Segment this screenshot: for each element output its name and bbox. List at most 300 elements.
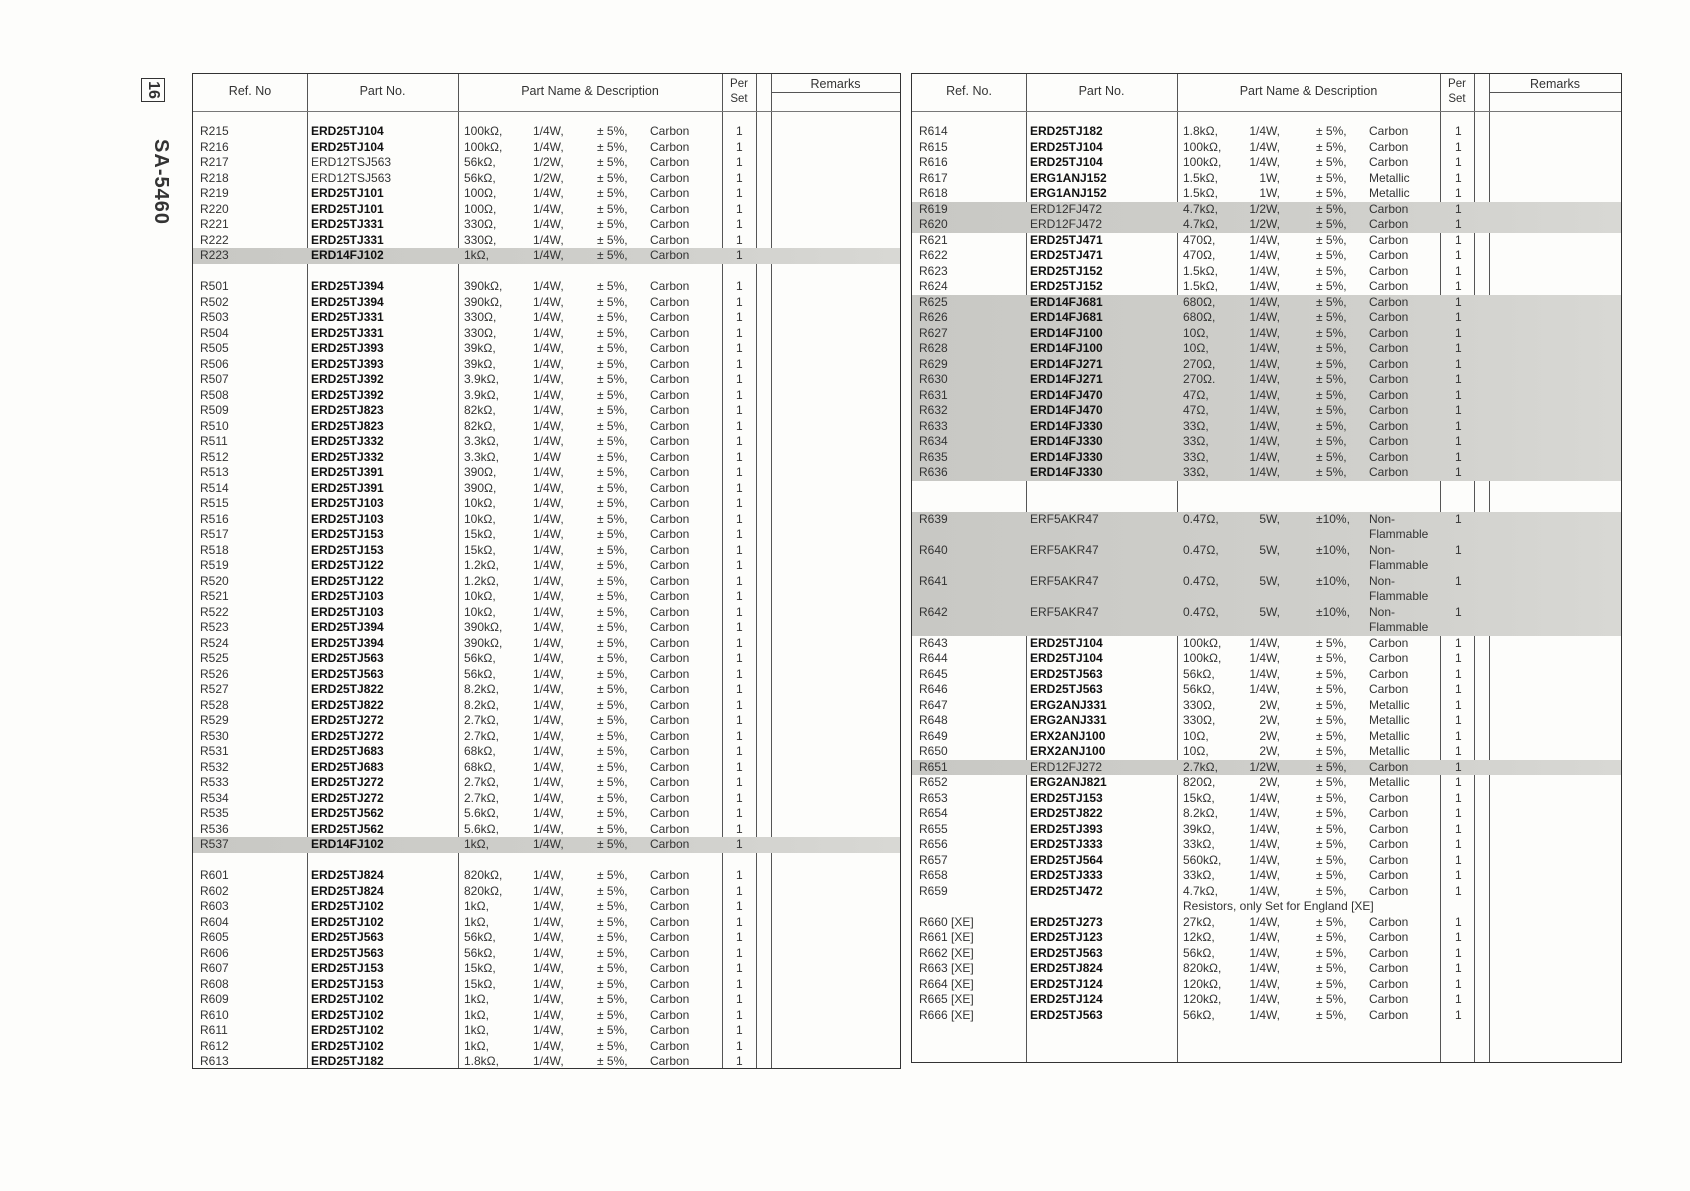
table-row [912, 388, 1621, 404]
table-row [193, 434, 900, 450]
wattage: 1/4W, [1249, 124, 1280, 138]
material: Carbon [1369, 868, 1409, 882]
part-no: ERD12FJ472 [1030, 217, 1103, 231]
quantity: 1 [736, 387, 743, 402]
material: Carbon [1369, 325, 1409, 340]
table-row [912, 326, 1621, 342]
ref-no: R537 [200, 837, 229, 851]
part-no: ERD12FJ272 [1030, 759, 1103, 774]
quantity: 1 [736, 201, 743, 216]
table-row [193, 1039, 900, 1055]
tolerance: ± 5%, [597, 806, 628, 820]
part-no: ERD25TJ104 [1030, 139, 1103, 154]
wattage: 1/4W, [533, 759, 564, 774]
tolerance: ± 5%, [597, 976, 628, 991]
table-row [912, 977, 1621, 993]
part-no: ERD14FJ330 [1030, 434, 1103, 448]
ref-no: R516 [200, 511, 229, 526]
quantity: 1 [736, 914, 743, 929]
table-row [912, 822, 1621, 838]
wattage: 1/4W, [1249, 248, 1280, 262]
quantity: 1 [1455, 666, 1462, 681]
ref-no: R640 [919, 542, 948, 557]
part-no: ERD14FJ330 [1030, 449, 1103, 464]
resistance-value: 4.7kΩ, [1183, 883, 1218, 898]
table-row [912, 713, 1621, 729]
wattage: 1/4W, [1249, 883, 1280, 898]
wattage: 1/2W, [1249, 217, 1280, 231]
tolerance: ± 5%, [597, 325, 628, 340]
quantity: 1 [1455, 945, 1462, 960]
quantity: 1 [1455, 868, 1462, 882]
ref-no: R220 [200, 201, 229, 216]
table-row [193, 868, 900, 884]
part-no: ERD25TJ563 [1030, 666, 1103, 681]
quantity: 1 [736, 992, 743, 1006]
tolerance: ± 5%, [597, 248, 628, 262]
tolerance: ± 5%, [1316, 666, 1347, 681]
part-no: ERD14FJ271 [1030, 356, 1103, 371]
material: Carbon [650, 759, 690, 774]
tolerance: ±10%, [1316, 542, 1350, 557]
ref-no: R660 [XE] [919, 914, 974, 929]
ref-no: R624 [919, 279, 948, 293]
tolerance: ± 5%, [1316, 465, 1347, 479]
quantity: 1 [1455, 186, 1462, 200]
ref-no: R223 [200, 248, 229, 262]
wattage: 1/4W, [533, 790, 564, 805]
material: Carbon [650, 604, 690, 619]
table-row [193, 589, 900, 605]
table-row [193, 558, 900, 574]
quantity: 1 [1455, 682, 1462, 696]
resistance-value: 1kΩ, [464, 899, 489, 913]
quantity: 1 [1455, 806, 1462, 820]
wattage: 1/2W, [533, 170, 564, 185]
quantity: 1 [1455, 728, 1462, 743]
quantity: 1 [736, 713, 743, 727]
ref-no: R513 [200, 465, 229, 479]
material: Carbon [1369, 418, 1409, 433]
material: Metallic [1369, 713, 1410, 727]
ref-no: R631 [919, 387, 948, 402]
material: Carbon [650, 480, 690, 495]
part-no: ERD25TJ391 [311, 480, 384, 495]
tolerance: ± 5%, [1316, 790, 1347, 805]
resistance-value: 100Ω, [464, 186, 497, 200]
part-no: ERD14FJ681 [1030, 310, 1103, 324]
table-row [912, 171, 1621, 187]
resistance-value: 470Ω, [1183, 232, 1216, 247]
ref-no: R615 [919, 139, 948, 154]
tolerance: ± 5%, [597, 294, 628, 309]
quantity: 1 [736, 248, 743, 262]
quantity: 1 [1455, 201, 1462, 216]
tolerance: ± 5%, [1316, 806, 1347, 820]
table-row [912, 465, 1621, 481]
wattage: 1/4W, [533, 651, 564, 665]
wattage: 1/4W, [1249, 139, 1280, 154]
table-row [193, 884, 900, 900]
tolerance: ± 5%, [1316, 170, 1347, 185]
tolerance: ± 5%, [1316, 418, 1347, 433]
table-row [912, 837, 1621, 853]
ref-no: R619 [919, 201, 948, 216]
ref-no: R507 [200, 372, 229, 386]
wattage: 1/4W, [533, 821, 564, 836]
wattage: 1/4W, [533, 558, 564, 572]
quantity: 1 [1455, 992, 1462, 1006]
quantity: 1 [1455, 170, 1462, 185]
table-row [912, 357, 1621, 373]
wattage: 5W, [1259, 511, 1280, 526]
table-row [912, 1008, 1621, 1024]
wattage: 1/4W, [533, 883, 564, 898]
quantity: 1 [1455, 635, 1462, 650]
ref-no: R521 [200, 589, 229, 603]
quantity: 1 [736, 883, 743, 898]
wattage: 1/4W, [533, 837, 564, 851]
ref-no: R622 [919, 248, 948, 262]
tolerance: ± 5%, [597, 186, 628, 200]
quantity: 1 [736, 217, 743, 231]
quantity: 1 [736, 1007, 743, 1022]
ref-no: R530 [200, 728, 229, 743]
ref-no: R628 [919, 341, 948, 355]
quantity: 1 [1455, 573, 1462, 588]
wattage: 1/4W, [533, 372, 564, 386]
ref-no: R651 [919, 759, 948, 774]
part-no: ERD25TJ104 [1030, 651, 1103, 665]
quantity: 1 [736, 434, 743, 448]
quantity: 1 [736, 418, 743, 433]
tolerance: ± 5%, [597, 666, 628, 681]
table-row [912, 248, 1621, 264]
ref-no: R646 [919, 682, 948, 696]
resistance-value: 33Ω, [1183, 449, 1209, 464]
material: Carbon [650, 1007, 690, 1022]
wattage: 1/4W, [1249, 403, 1280, 417]
table-row [912, 233, 1621, 249]
tolerance: ± 5%, [1316, 775, 1347, 789]
wattage: 1/4W, [533, 325, 564, 340]
material: Carbon [650, 930, 690, 944]
parts-table-left [192, 73, 901, 1069]
wattage: 1/4W, [1249, 449, 1280, 464]
quantity: 1 [1455, 434, 1462, 448]
part-no: ERD25TJ122 [311, 573, 384, 588]
tolerance: ±10%, [1316, 573, 1350, 588]
ref-no: R665 [XE] [919, 992, 974, 1006]
wattage: 1W, [1259, 186, 1280, 200]
wattage: 1/4W, [1249, 930, 1280, 944]
wattage: 1/4W, [533, 310, 564, 324]
header-part-no: Part No. [1078, 84, 1125, 98]
table-row [912, 682, 1621, 698]
wattage: 1/4W, [533, 604, 564, 619]
quantity: 1 [1455, 744, 1462, 758]
resistance-value: 12kΩ, [1183, 930, 1215, 944]
material: Carbon [1369, 341, 1409, 355]
part-no: ERD25TJ333 [1030, 868, 1103, 882]
material: Carbon [650, 1054, 690, 1068]
tolerance: ± 5%, [1316, 759, 1347, 774]
ref-no: R503 [200, 310, 229, 324]
quantity: 1 [1455, 279, 1462, 293]
wattage: 1/4W, [533, 930, 564, 944]
tolerance: ± 5%, [597, 217, 628, 231]
material: Carbon [1369, 449, 1409, 464]
quantity: 1 [736, 697, 743, 712]
ref-no: R526 [200, 666, 229, 681]
table-row [193, 171, 900, 187]
tolerance: ± 5%, [597, 1023, 628, 1037]
wattage: 1/4W, [533, 1038, 564, 1053]
ref-no: R645 [919, 666, 948, 681]
tolerance: ± 5%, [1316, 139, 1347, 154]
resistance-value: 56kΩ, [464, 651, 496, 665]
material: Carbon [650, 232, 690, 247]
resistance-value: 56kΩ, [1183, 682, 1215, 696]
material: Carbon [650, 325, 690, 340]
table-row [912, 775, 1621, 791]
resistance-value: 1.5kΩ, [1183, 186, 1218, 200]
part-no: ERD25TJ331 [311, 232, 384, 247]
table-row [193, 620, 900, 636]
table-row [193, 388, 900, 404]
material: Carbon [650, 403, 690, 417]
resistance-value: 4.7kΩ, [1183, 217, 1218, 231]
tolerance: ± 5%, [1316, 310, 1347, 324]
resistance-value: 1.5kΩ, [1183, 263, 1218, 278]
ref-no: R533 [200, 775, 229, 789]
part-no: ERD25TJ103 [311, 511, 384, 526]
ref-no: R514 [200, 480, 229, 495]
quantity: 1 [736, 666, 743, 681]
part-no: ERD25TJ824 [1030, 961, 1103, 975]
quantity: 1 [1455, 790, 1462, 805]
table-row [193, 295, 900, 311]
tolerance: ± 5%, [597, 635, 628, 650]
table-row [912, 217, 1621, 233]
quantity: 1 [736, 868, 743, 882]
quantity: 1 [736, 294, 743, 309]
wattage: 1/4W, [533, 1054, 564, 1068]
quantity: 1 [1455, 356, 1462, 371]
resistance-value: 390Ω, [464, 480, 497, 495]
wattage: 1/4W, [1249, 387, 1280, 402]
page-number: 16 [141, 78, 165, 102]
tolerance: ±10%, [1316, 604, 1350, 619]
table-row [193, 946, 900, 962]
part-no: ERD25TJ472 [1030, 883, 1103, 898]
table-row [193, 791, 900, 807]
tolerance: ± 5%, [1316, 914, 1347, 929]
wattage: 1/4W, [533, 806, 564, 820]
part-no: ERD14FJ102 [311, 248, 384, 262]
part-no: ERD25TJ563 [311, 666, 384, 681]
part-no: ERD25TJ563 [311, 651, 384, 665]
ref-no: R611 [200, 1023, 228, 1037]
resistance-value: 0.47Ω, [1183, 542, 1219, 557]
resistance-value: 56kΩ, [464, 170, 496, 185]
quantity: 1 [1455, 449, 1462, 464]
tolerance: ± 5%, [597, 713, 628, 727]
tolerance: ± 5%, [597, 558, 628, 572]
table-row [912, 264, 1621, 280]
part-no: ERD25TJ394 [311, 620, 384, 634]
quantity: 1 [736, 170, 743, 185]
part-no: ERD25TJ331 [311, 325, 384, 340]
quantity: 1 [1455, 248, 1462, 262]
quantity: 1 [736, 542, 743, 557]
tolerance: ± 5%, [597, 201, 628, 216]
wattage: 1/4W, [533, 248, 564, 262]
wattage: 1/4W, [533, 124, 564, 138]
quantity: 1 [1455, 232, 1462, 247]
table-row [912, 202, 1621, 218]
tolerance: ± 5%, [597, 930, 628, 944]
tolerance: ± 5%, [597, 279, 628, 293]
quantity: 1 [736, 124, 743, 138]
tolerance: ± 5%, [597, 170, 628, 185]
ref-no: R502 [200, 294, 229, 309]
quantity: 1 [1455, 713, 1462, 727]
material: Carbon [650, 899, 690, 913]
quantity: 1 [736, 1023, 743, 1037]
tolerance: ± 5%, [597, 372, 628, 386]
resistance-value: 2.7kΩ, [464, 775, 499, 789]
table-row [193, 837, 900, 853]
material: Carbon [650, 356, 690, 371]
resistance-value: 15kΩ, [464, 976, 496, 991]
quantity: 1 [1455, 852, 1462, 867]
wattage: 5W, [1259, 604, 1280, 619]
ref-no: R219 [200, 186, 229, 200]
wattage: 1/4W, [533, 589, 564, 603]
resistance-value: 1kΩ, [464, 248, 489, 262]
resistance-value: 680Ω, [1183, 294, 1216, 309]
resistance-value: 1kΩ, [464, 1038, 489, 1053]
part-no: ERD25TJ272 [311, 713, 384, 727]
ref-no: R662 [XE] [919, 945, 974, 960]
quantity: 1 [736, 139, 743, 154]
ref-no: R613 [200, 1054, 229, 1068]
material: Metallic [1369, 744, 1410, 758]
ref-no: R510 [200, 418, 229, 433]
quantity: 1 [1455, 914, 1462, 929]
table-row [193, 713, 900, 729]
tolerance: ± 5%, [597, 728, 628, 743]
quantity: 1 [736, 1054, 743, 1068]
resistance-value: 47Ω, [1183, 403, 1209, 417]
tolerance: ± 5%, [597, 356, 628, 371]
ref-no: R617 [919, 170, 948, 185]
part-no: ERD25TJ124 [1030, 992, 1103, 1006]
material: Carbon [1369, 976, 1409, 991]
header-ref-no: Ref. No. [946, 84, 992, 98]
wattage: 1/4W, [533, 635, 564, 650]
part-no: ERD14FJ100 [1030, 325, 1103, 340]
tolerance: ± 5%, [1316, 883, 1347, 898]
part-no: ERD25TJ332 [311, 449, 384, 464]
part-no: ERD14FJ271 [1030, 372, 1103, 386]
material: Carbon [650, 155, 690, 169]
resistance-value: 56kΩ, [1183, 945, 1215, 960]
wattage: 1/4W, [533, 294, 564, 309]
resistance-value: 8.2kΩ, [1183, 806, 1218, 820]
wattage: 1/4W, [533, 697, 564, 712]
material: Carbon [650, 170, 690, 185]
model-label: SA-5460 [150, 139, 172, 225]
resistance-value: 680Ω, [1183, 310, 1216, 324]
part-no: ERD25TJ102 [311, 899, 384, 913]
table-row [912, 124, 1621, 140]
material-line2: Flammable [1369, 589, 1429, 603]
table-row [193, 977, 900, 993]
material: Metallic [1369, 775, 1410, 789]
part-no: ERD25TJ393 [311, 356, 384, 371]
table-row [193, 496, 900, 512]
tolerance: ± 5%, [597, 527, 628, 541]
header-set: Set [1448, 93, 1466, 105]
ref-no: R618 [919, 186, 948, 200]
tolerance: ± 5%, [1316, 930, 1347, 944]
material: Carbon [650, 279, 690, 293]
table-row [912, 543, 1621, 574]
table-row [193, 155, 900, 171]
quantity: 1 [1455, 403, 1462, 417]
resistance-value: 3.9kΩ, [464, 387, 499, 402]
tolerance: ± 5%, [597, 651, 628, 665]
wattage: 1/4W, [533, 899, 564, 913]
material: Carbon [650, 651, 690, 665]
ref-no: R218 [200, 170, 229, 185]
tolerance: ± 5%, [597, 589, 628, 603]
table-row [193, 729, 900, 745]
material: Metallic [1369, 170, 1410, 185]
material: Carbon [650, 744, 690, 758]
table-row [193, 357, 900, 373]
quantity: 1 [736, 790, 743, 805]
wattage: 1/4W, [533, 620, 564, 634]
wattage: 1/4W, [1249, 651, 1280, 665]
wattage: 1/4W, [533, 713, 564, 727]
quantity: 1 [736, 821, 743, 836]
material: Carbon [650, 868, 690, 882]
ref-no: R658 [919, 868, 948, 882]
part-no: ERD25TJ394 [311, 279, 384, 293]
ref-no: R634 [919, 434, 948, 448]
table-row [193, 605, 900, 621]
quantity: 1 [736, 279, 743, 293]
part-no: ERD25TJ471 [1030, 232, 1103, 247]
tolerance: ± 5%, [1316, 434, 1347, 448]
quantity: 1 [1455, 418, 1462, 433]
quantity: 1 [1455, 263, 1462, 278]
ref-no: R659 [919, 883, 948, 898]
quantity: 1 [736, 759, 743, 774]
resistance-value: 56kΩ, [1183, 1007, 1215, 1022]
material: Carbon [650, 806, 690, 820]
quantity: 1 [736, 573, 743, 588]
resistance-value: 2.7kΩ, [1183, 759, 1218, 774]
material: Carbon [1369, 263, 1409, 278]
england-note-text: Resistors, only Set for England [XE] [1183, 899, 1374, 913]
material: Carbon [1369, 310, 1409, 324]
part-no: ERD25TJ823 [311, 403, 384, 417]
resistance-value: 100kΩ, [464, 139, 503, 154]
